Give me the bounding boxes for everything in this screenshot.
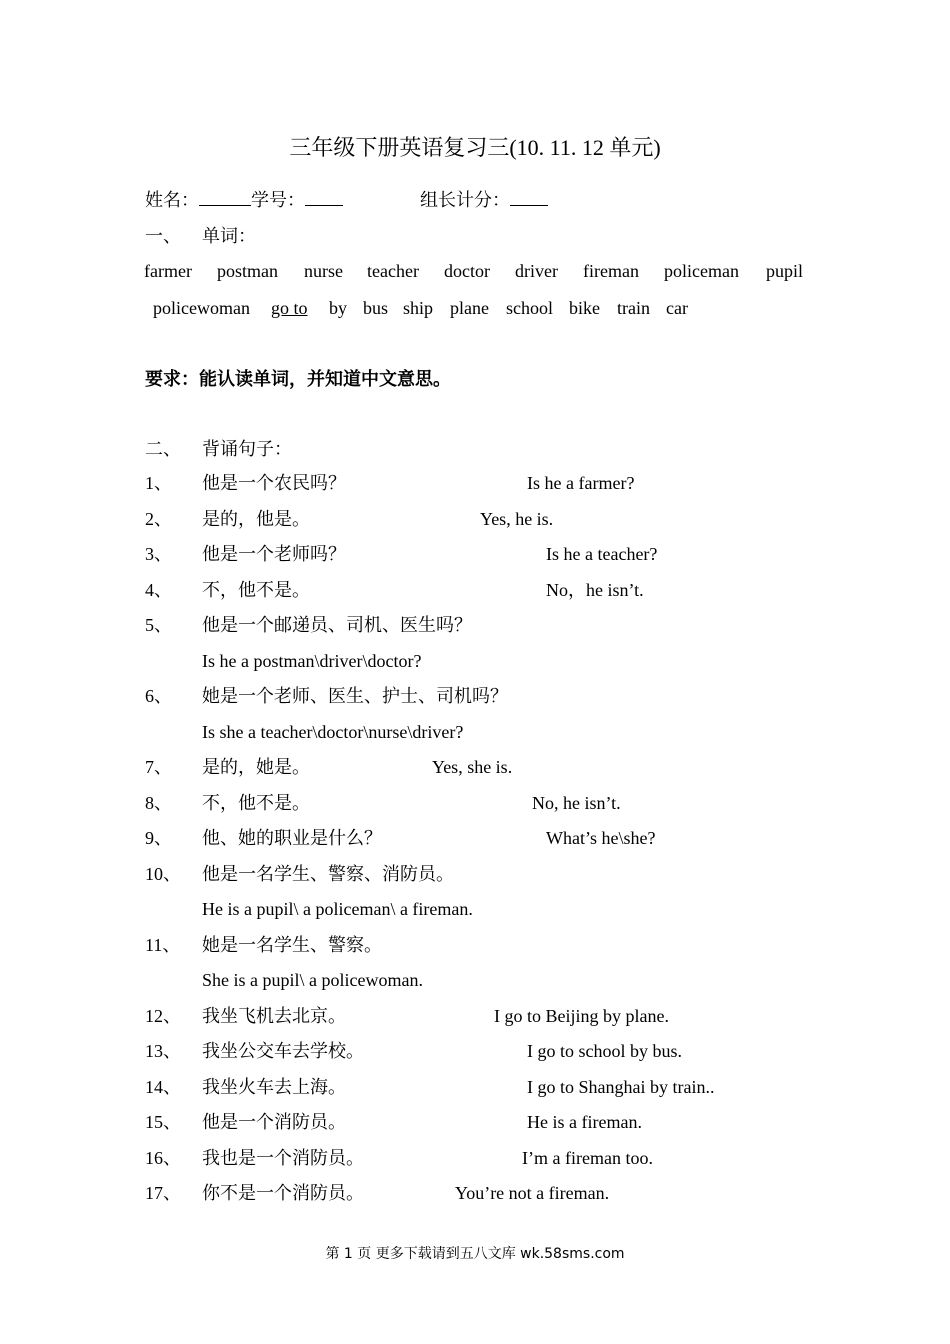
sentence-number: 16、 — [145, 1148, 181, 1168]
section2-number: 二、 — [145, 439, 181, 459]
sentence-number: 10、 — [145, 864, 181, 884]
name-label: 姓名： — [145, 190, 199, 210]
sentence-english: He is a fireman. — [527, 1112, 642, 1132]
student-info-line — [145, 191, 343, 209]
sentence-chinese: 他是一个消防员。 — [202, 1112, 346, 1132]
word-underlined: go to — [271, 298, 308, 318]
sentence-chinese: 我坐公交车去学校。 — [202, 1041, 364, 1061]
sentence-chinese: 她是一名学生、警察。 — [202, 935, 382, 955]
word: driver — [515, 261, 558, 281]
sentence-chinese: 他是一个邮递员、司机、医生吗？ — [202, 615, 472, 635]
sentence-chinese: 他是一个老师吗？ — [202, 544, 346, 564]
sentence-english: Yes, she is. — [432, 757, 513, 777]
word: teacher — [367, 261, 419, 281]
sentence-english: Is he a farmer? — [527, 473, 635, 493]
sentence-english: Is he a postman\driver\doctor? — [202, 651, 422, 671]
sentence-chinese: 我坐飞机去北京。 — [202, 1006, 346, 1026]
sentence-number: 5、 — [145, 615, 172, 635]
student-id-blank[interactable] — [305, 191, 343, 206]
word: plane — [450, 298, 489, 318]
page-title: 三年级下册英语复习三(10. 11. 12 单元) — [289, 135, 661, 160]
sentence-english: I’m a fireman too. — [522, 1148, 653, 1168]
word: nurse — [304, 261, 343, 281]
name-blank[interactable] — [199, 191, 251, 206]
sentence-chinese: 我坐火车去上海。 — [202, 1077, 346, 1097]
word: ship — [403, 298, 434, 318]
sentence-number: 6、 — [145, 686, 172, 706]
sentence-english: I go to Shanghai by train.. — [527, 1077, 715, 1097]
sentence-number: 11、 — [145, 935, 181, 955]
word: policewoman — [153, 298, 250, 318]
word: postman — [217, 261, 278, 281]
word: car — [666, 298, 688, 318]
sentence-english: No, he isn’t. — [532, 793, 621, 813]
sentence-number: 7、 — [145, 757, 172, 777]
sentence-english: You’re not a fireman. — [455, 1183, 610, 1203]
word: farmer — [144, 261, 192, 281]
sentence-number: 1、 — [145, 473, 172, 493]
word: policeman — [664, 261, 739, 281]
word: train — [617, 298, 650, 318]
sentence-number: 12、 — [145, 1006, 181, 1026]
sentence-chinese: 他是一名学生、警察、消防员。 — [202, 864, 454, 884]
sentence-chinese: 不，他不是。 — [202, 793, 310, 813]
sentence-english: No，he isn’t. — [546, 580, 644, 600]
student-id-label: 学号： — [251, 190, 305, 210]
word: doctor — [444, 261, 490, 281]
sentence-chinese: 不，他不是。 — [202, 580, 310, 600]
sentence-number: 14、 — [145, 1077, 181, 1097]
section1-heading: 单词： — [202, 226, 256, 246]
word: bike — [569, 298, 600, 318]
section1-number: 一、 — [145, 226, 181, 246]
sentence-chinese: 是的，她是。 — [202, 757, 310, 777]
sentence-number: 15、 — [145, 1112, 181, 1132]
sentence-english: I go to Beijing by plane. — [494, 1006, 669, 1026]
sentence-chinese: 是的，他是。 — [202, 509, 310, 529]
sentence-chinese: 他是一个农民吗？ — [202, 473, 346, 493]
sentence-english: He is a pupil\ a policeman\ a fireman. — [202, 899, 473, 919]
sentence-english: Is she a teacher\doctor\nurse\driver? — [202, 722, 464, 742]
sentence-number: 9、 — [145, 828, 172, 848]
requirement-text: 要求：能认读单词，并知道中文意思。 — [145, 369, 451, 389]
sentence-chinese: 我也是一个消防员。 — [202, 1148, 364, 1168]
word: school — [506, 298, 553, 318]
sentence-english: I go to school by bus. — [527, 1041, 682, 1061]
sentence-number: 4、 — [145, 580, 172, 600]
score-info — [420, 191, 548, 209]
word: by — [329, 298, 347, 318]
score-blank[interactable] — [510, 191, 548, 206]
page-footer: 第 1 页 更多下载请到五八文库 wk.58sms.com — [325, 1246, 625, 1262]
sentence-chinese: 你不是一个消防员。 — [202, 1183, 364, 1203]
sentence-english: Is he a teacher? — [546, 544, 658, 564]
word: bus — [363, 298, 389, 318]
sentence-chinese: 她是一个老师、医生、护士、司机吗？ — [202, 686, 508, 706]
sentence-english: She is a pupil\ a policewoman. — [202, 970, 423, 990]
sentence-english: Yes, he is. — [480, 509, 554, 529]
sentence-number: 17、 — [145, 1183, 181, 1203]
sentence-english: What’s he\she? — [546, 828, 656, 848]
section2-heading: 背诵句子： — [202, 439, 292, 459]
sentence-number: 13、 — [145, 1041, 181, 1061]
sentence-number: 2、 — [145, 509, 172, 529]
sentence-number: 3、 — [145, 544, 172, 564]
word: pupil — [766, 261, 804, 281]
sentence-chinese: 他、她的职业是什么？ — [202, 828, 382, 848]
word: fireman — [583, 261, 639, 281]
sentence-number: 8、 — [145, 793, 172, 813]
score-label: 组长计分： — [420, 190, 510, 210]
